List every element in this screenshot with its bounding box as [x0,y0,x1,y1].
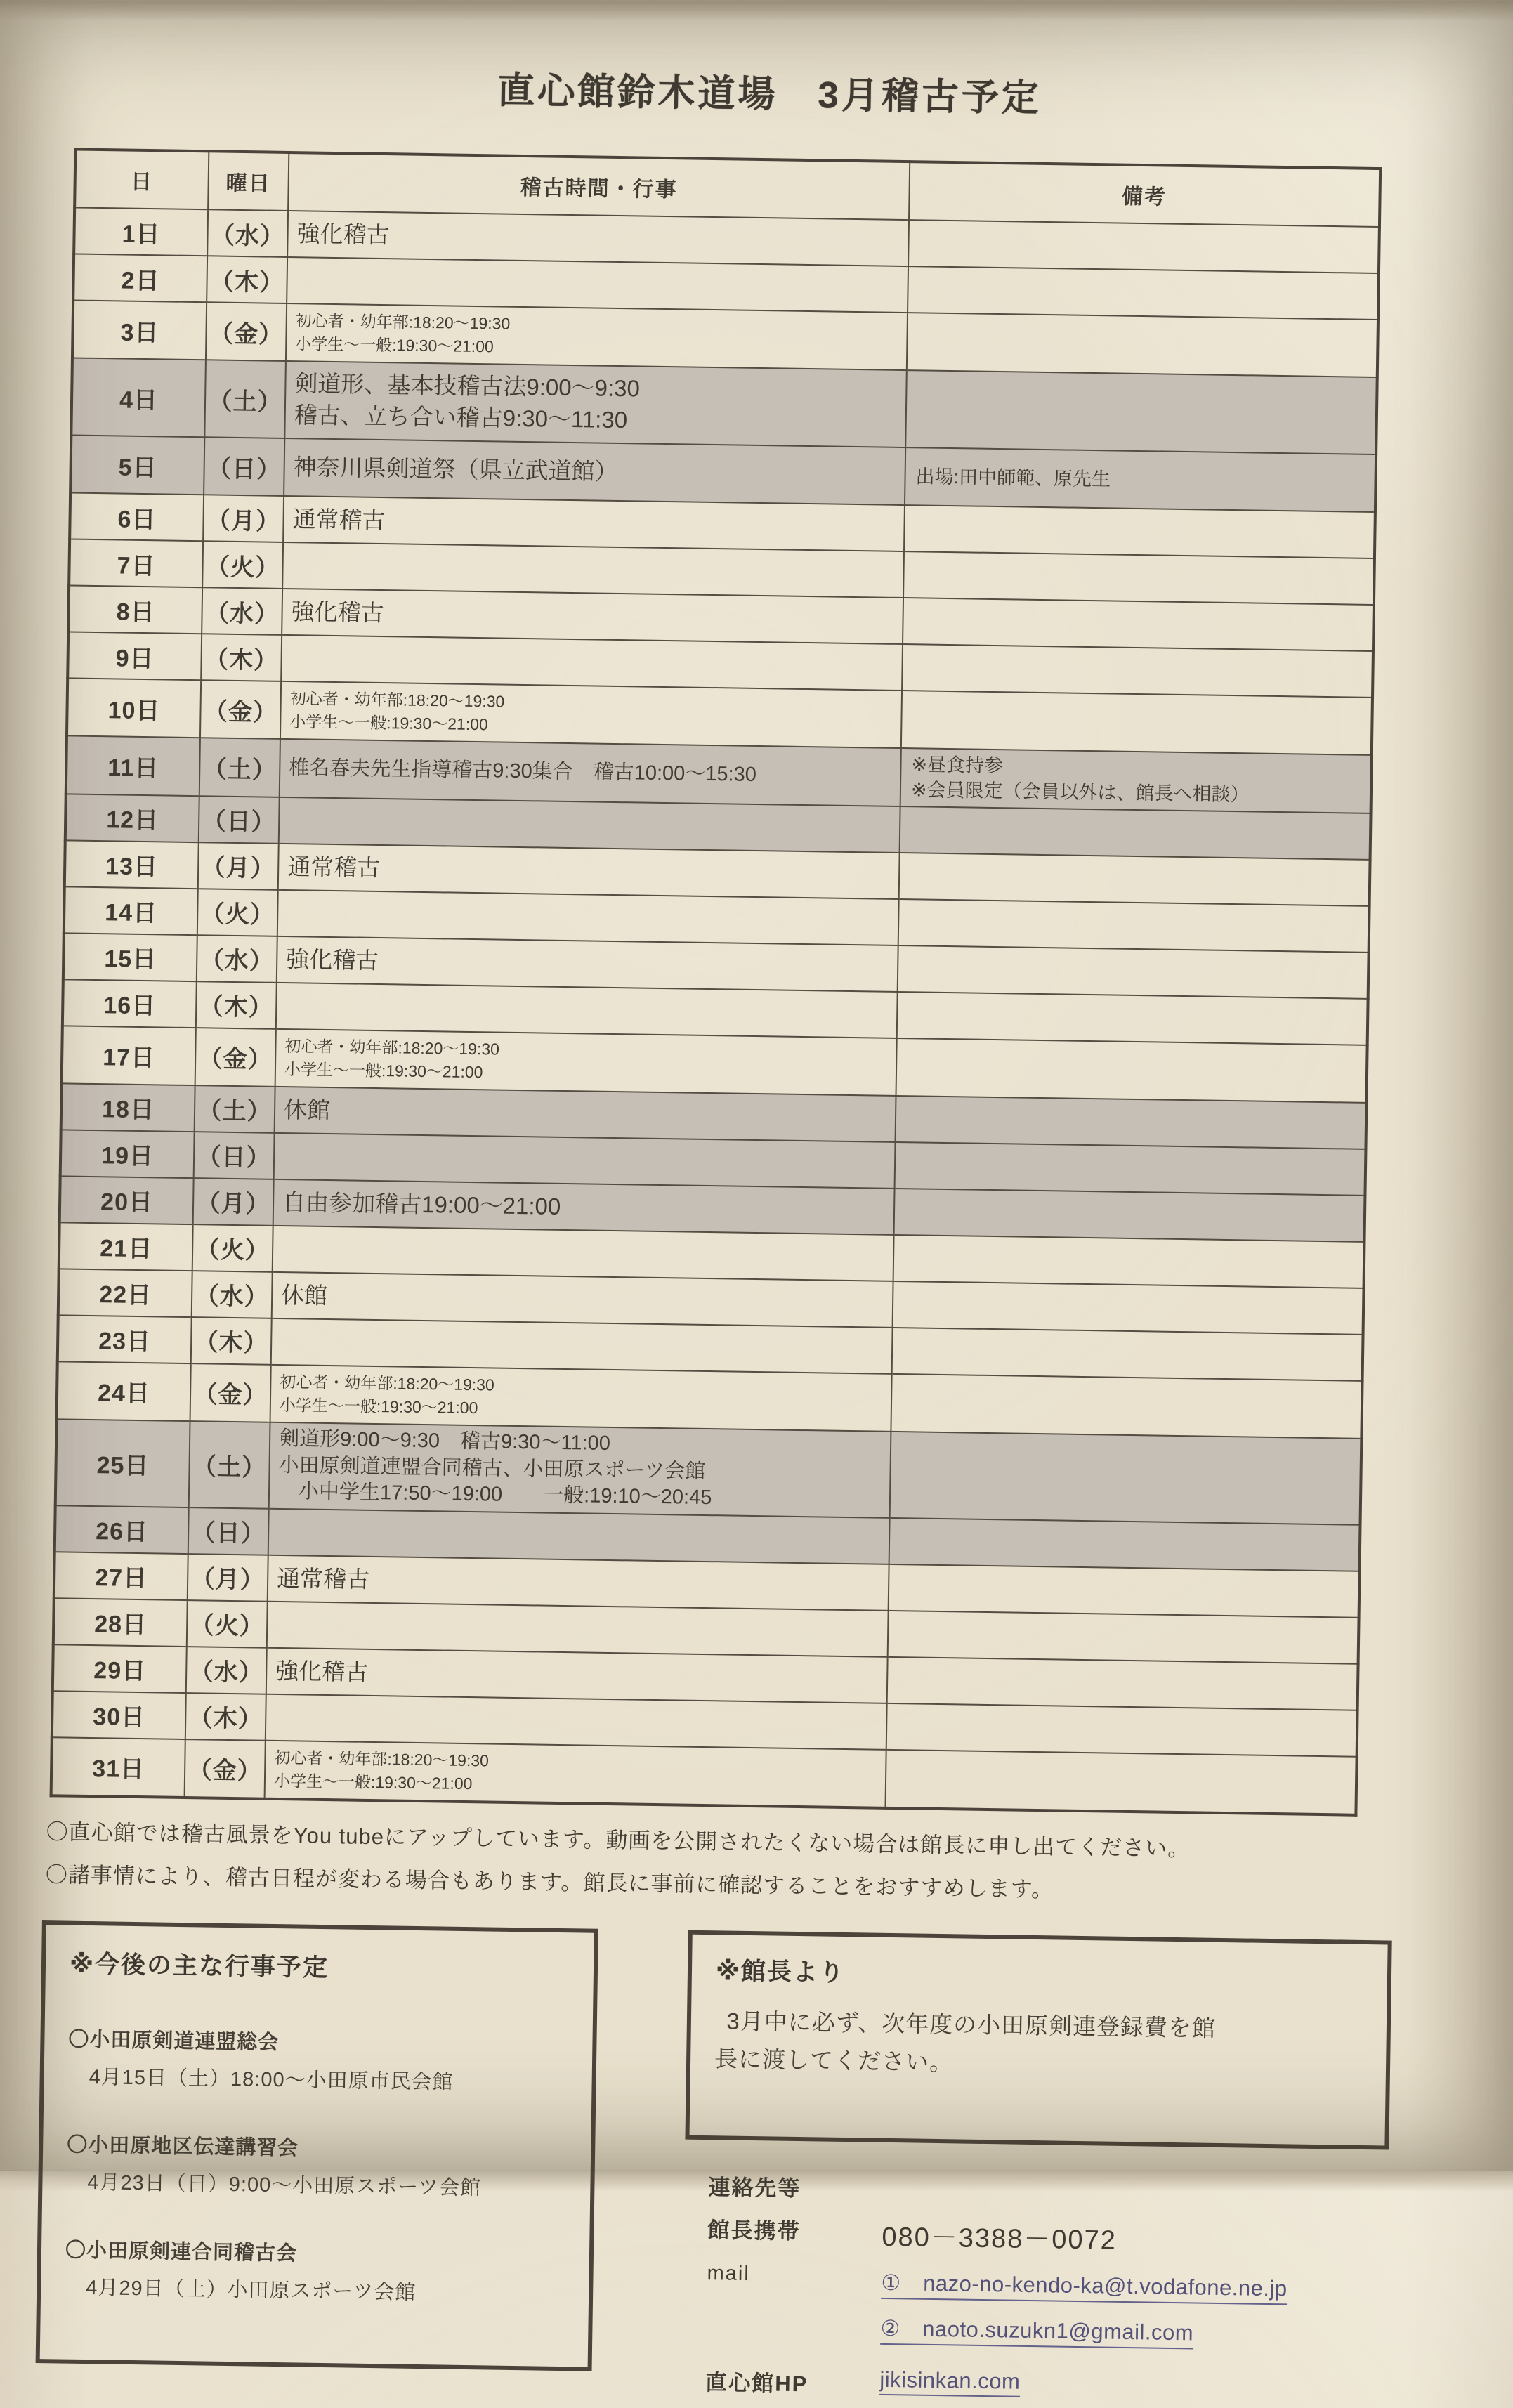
mail-link[interactable]: ① nazo-no-kendo-ka@t.vodafone.ne.jp [881,2265,1288,2305]
day-cell: 25日 [55,1419,190,1507]
remark-line: ※昼食持参 [911,754,1004,777]
schedule-cell [284,438,905,505]
day-cell: 15日 [63,933,197,981]
schedule-line: 椎名春夫先生指導稽古9:30集合 稽古10:00～15:30 [289,756,757,786]
schedule-cell [275,1029,897,1096]
schedule-cell [280,681,902,748]
contact-heading: 連絡先等 [708,2175,801,2201]
day-cell: 28日 [53,1598,188,1647]
day-cell: 6日 [70,492,204,541]
event-name: 〇小田原地区伝達講習会 [66,2133,299,2160]
weekday-cell: （水） [202,587,282,635]
remark-cell [885,1750,1356,1815]
weekday-cell: （金） [195,1028,276,1087]
day-cell: 30日 [52,1691,186,1739]
weekday-cell: （火） [187,1600,268,1648]
day-cell: 22日 [58,1269,192,1317]
remark-cell [897,992,1368,1045]
remark-cell [905,447,1376,512]
remark-cell [893,1281,1364,1335]
remark-cell [901,691,1373,755]
day-cell: 23日 [58,1315,192,1363]
day-cell: 11日 [66,735,200,796]
day-cell: 13日 [65,840,199,889]
remark-cell [887,1657,1358,1710]
day-cell: 8日 [68,585,202,634]
phone-number: 080－3388－0072 [882,2222,1118,2256]
contact-section [705,2169,1394,2406]
upcoming-events-box [36,1920,598,2371]
note-youtube: 〇直心館では稽古風景をYou tubeにアップしています。動画を公開されたくない場合は館長に申し出てください。 [46,1819,1191,1861]
schedule-cell [280,739,901,806]
mail-list [880,2265,1288,2362]
weekday-cell: （土） [204,360,286,438]
schedule-line: 小学生～一般:19:30～21:00 [289,712,488,734]
event-name: 〇小田原剣連合同稽古会 [65,2239,298,2265]
schedule-line: 休館 [280,1281,328,1309]
weekday-cell: （土） [199,738,280,797]
remark-cell [894,1189,1365,1242]
director-box-body: 3月中に必ず、次年度の小田原剣連登録費を館長に渡してください。 [714,2008,1217,2076]
remark-cell [898,945,1369,999]
remark-line: ※会員限定（会員以外は、館長へ相談） [910,779,1250,806]
schedule-cell [270,1365,892,1432]
schedule-line: 休館 [283,1096,331,1123]
remark-cell [886,1703,1358,1757]
remark-cell [898,899,1370,953]
day-cell: 20日 [60,1176,194,1224]
schedule-line: 稽古、立ち合い稽古9:30～11:30 [294,402,628,433]
col-header-weekday: 曜日 [208,151,289,211]
weekday-cell: （金） [190,1363,271,1422]
director-box-title: ※館長より [715,1957,846,1987]
weekday-cell: （火） [202,541,283,589]
weekday-cell: （月） [198,842,279,890]
remark-cell [896,1096,1367,1149]
remark-cell [889,1564,1360,1618]
remark-cell [907,313,1378,377]
schedule-line: 剣道形、基本技稽古法9:00～9:30 [294,370,641,402]
schedule-line: 強化稽古 [296,220,390,248]
remark-cell [908,220,1380,273]
schedule-line: 初心者・幼年部:18:20～19:30 [295,310,511,333]
remark-cell [889,1518,1361,1571]
schedule-cell [286,303,908,370]
schedule-cell [265,1741,886,1808]
schedule-line: 小学生～一般:19:30～21:00 [284,1059,483,1082]
weekday-cell: （水） [192,1271,273,1318]
schedule-line: 小学生～一般:19:30～21:00 [295,334,494,356]
remark-cell [893,1235,1365,1288]
weekday-cell: （土） [189,1421,270,1509]
upcoming-events-title: ※今後の主な行事予定 [69,1950,329,1982]
weekday-cell: （火） [192,1224,273,1272]
upcoming-events-list [65,2024,569,2308]
note-schedule-change: 〇諸事情により、稽古日程が変わる場合もあります。館長に事前に確認することをおすすめします。 [45,1862,1054,1902]
remark-cell [903,598,1374,651]
day-cell: 19日 [60,1130,195,1178]
hp-link[interactable]: jikisinkan.com [879,2367,1021,2397]
remark-cell [900,806,1371,860]
remark-cell [902,644,1373,698]
remark-cell [905,370,1377,454]
weekday-cell: （木） [196,981,277,1029]
schedule-table [50,148,1382,1816]
remark-cell [890,1432,1362,1525]
schedule-line: 通常稽古 [276,1564,370,1592]
day-cell: 5日 [70,435,204,495]
remark-cell [896,1038,1368,1103]
remark-cell [891,1374,1362,1439]
schedule-line: 神奈川県剣道祭（県立武道館） [293,453,618,485]
weekday-cell: （日） [204,437,284,496]
schedule-line: 通常稽古 [287,853,381,881]
day-cell: 4日 [71,358,206,437]
col-header-remarks: 備考 [909,162,1380,227]
schedule-line: 剣道形9:00～9:30 稽古9:30～11:00 [278,1427,611,1455]
schedule-line: 小学生～一般:19:30～21:00 [273,1771,473,1793]
event-item [65,2234,565,2308]
day-cell: 1日 [74,207,208,256]
day-cell: 12日 [65,794,199,842]
weekday-cell: （金） [200,680,281,739]
remark-cell [900,748,1372,813]
weekday-cell: （木） [191,1317,272,1365]
schedule-line: 初心者・幼年部:18:20～19:30 [274,1748,490,1770]
event-detail: 4月29日（土）小田原スポーツ会館 [85,2276,417,2304]
weekday-cell: （月） [193,1178,274,1226]
weekday-cell: （火） [197,889,278,936]
weekday-cell: （金） [185,1739,266,1799]
remark-line: 出場:田中師範、原先生 [915,466,1111,490]
weekday-cell: （土） [195,1085,275,1133]
col-header-day: 日 [74,149,209,209]
weekday-cell: （木） [207,256,287,303]
weekday-cell: （月） [188,1554,268,1602]
event-item [66,2129,567,2203]
schedule-line: 強化稽古 [291,598,384,626]
remark-cell [895,1142,1366,1196]
weekday-cell: （月） [203,495,284,542]
day-cell: 29日 [53,1644,187,1693]
weekday-cell: （水） [186,1647,267,1694]
weekday-cell: （日） [188,1507,269,1555]
schedule-line: 通常稽古 [292,505,386,533]
schedule-line: 小学生～一般:19:30～21:00 [279,1395,478,1418]
day-cell: 3日 [72,300,207,360]
event-detail: 4月15日（土）18:00～小田原市民会館 [89,2066,454,2094]
event-item [67,2024,568,2098]
day-cell: 24日 [57,1361,191,1421]
remark-cell [892,1328,1363,1381]
weekday-cell: （水） [197,935,277,983]
weekday-cell: （木） [201,634,282,681]
weekday-cell: （日） [199,796,280,844]
weekday-cell: （金） [206,302,287,361]
schedule-line: 強化稽古 [286,945,379,974]
weekday-cell: （水） [207,209,288,257]
remark-cell [908,266,1379,320]
event-name: 〇小田原剣道連盟総会 [68,2028,280,2055]
schedule-line: 小中学生17:50～19:00 一般:19:10～20:45 [277,1480,712,1510]
day-cell: 10日 [67,678,201,738]
day-cell: 14日 [64,886,198,935]
mail-link[interactable]: ② naoto.suzukn1@gmail.com [880,2310,1193,2350]
remark-cell [899,853,1370,906]
day-cell: 31日 [51,1737,185,1798]
bottom-section [35,1920,1499,2408]
hp-label: 直心館HP [705,2370,808,2397]
schedule-line: 初心者・幼年部:18:20～19:30 [289,688,505,711]
schedule-cell [269,1422,891,1518]
phone-label: 館長携帯 [707,2218,801,2244]
schedule-line: 初心者・幼年部:18:20～19:30 [284,1036,500,1059]
day-cell: 16日 [63,979,197,1028]
remark-cell [904,505,1375,558]
col-header-schedule: 稽古時間・行事 [288,152,910,220]
weekday-cell: （日） [194,1132,275,1179]
schedule-cell [284,361,907,447]
remark-cell [903,551,1375,605]
day-cell: 9日 [67,632,202,680]
day-cell: 7日 [69,539,203,587]
right-column [681,1930,1398,2407]
day-cell: 2日 [73,254,207,302]
schedule-line: 自由参加稽古19:00～21:00 [282,1189,561,1219]
schedule-line: 初心者・幼年部:18:20～19:30 [280,1372,495,1394]
day-cell: 26日 [55,1505,189,1554]
schedule-line: 強化稽古 [275,1657,369,1685]
event-detail: 4月23日（日）9:00～小田原スポーツ会館 [87,2171,482,2200]
schedule-line: 小田原剣道連盟合同稽古、小田原スポーツ会館 [278,1453,706,1483]
director-box [685,1930,1391,2150]
weekday-cell: （木） [185,1693,266,1741]
page-title: 直心館鈴木道場 3月稽古予定 [497,70,1042,119]
day-cell: 21日 [59,1222,193,1271]
day-cell: 18日 [61,1083,195,1132]
day-cell: 17日 [62,1026,196,1085]
mail-label: mail [707,2262,751,2286]
day-cell: 27日 [54,1552,188,1600]
remark-cell [888,1611,1359,1664]
